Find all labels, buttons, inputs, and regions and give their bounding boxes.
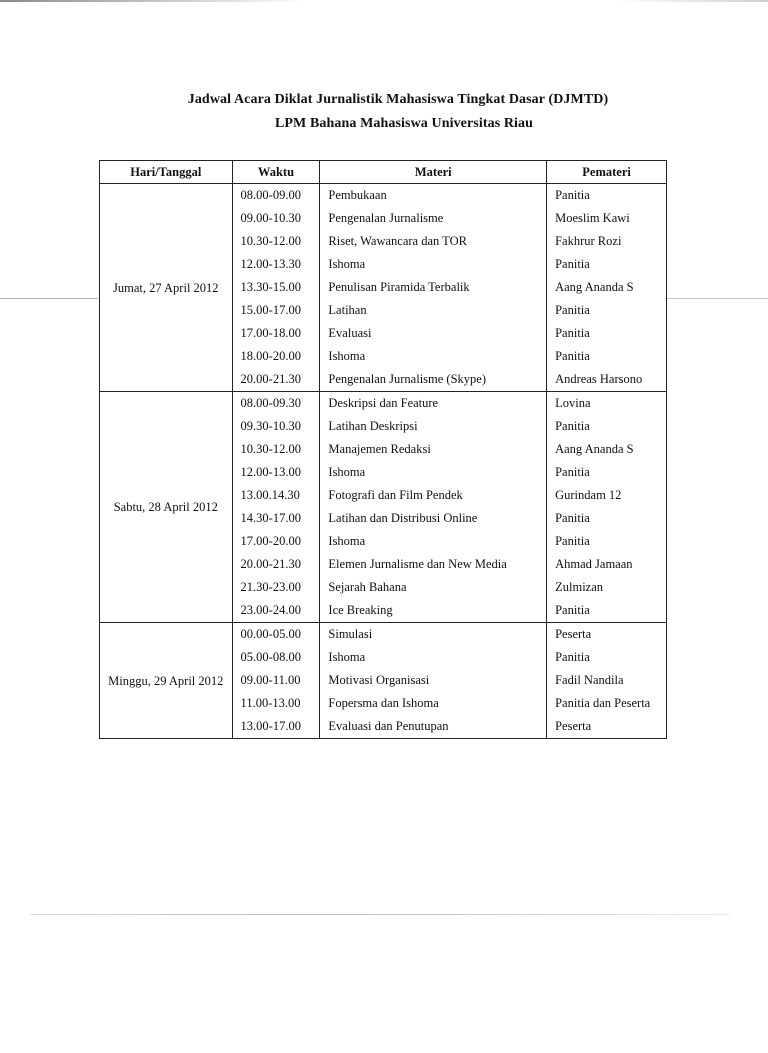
material-cell: Deskripsi dan Feature	[320, 392, 547, 416]
speaker-cell: Aang Ananda S	[547, 276, 667, 299]
time-cell: 13.30-15.00	[232, 276, 320, 299]
speaker-cell: Panitia	[547, 345, 667, 368]
speaker-cell: Peserta	[547, 715, 667, 739]
time-cell: 05.00-08.00	[232, 646, 320, 669]
speaker-cell: Fadil Nandila	[547, 669, 667, 692]
time-cell: 14.30-17.00	[232, 507, 320, 530]
time-cell: 18.00-20.00	[232, 345, 320, 368]
time-cell: 12.00-13.00	[232, 461, 320, 484]
speaker-cell: Panitia	[547, 299, 667, 322]
time-cell: 10.30-12.00	[232, 230, 320, 253]
speaker-cell: Panitia	[547, 184, 667, 208]
speaker-cell: Panitia dan Peserta	[547, 692, 667, 715]
header-time: Waktu	[232, 161, 320, 184]
time-cell: 11.00-13.00	[232, 692, 320, 715]
material-cell: Latihan dan Distribusi Online	[320, 507, 547, 530]
speaker-cell: Zulmizan	[547, 576, 667, 599]
speaker-cell: Aang Ananda S	[547, 438, 667, 461]
speaker-cell: Panitia	[547, 599, 667, 623]
speaker-cell: Moeslim Kawi	[547, 207, 667, 230]
time-cell: 20.00-21.30	[232, 553, 320, 576]
scan-artifact-line	[0, 298, 98, 299]
time-cell: 09.00-10.30	[232, 207, 320, 230]
material-cell: Sejarah Bahana	[320, 576, 547, 599]
scan-edge-top	[0, 0, 768, 2]
speaker-cell: Panitia	[547, 461, 667, 484]
header-material: Materi	[320, 161, 547, 184]
header-speaker: Pemateri	[547, 161, 667, 184]
time-cell: 10.30-12.00	[232, 438, 320, 461]
header-day: Hari/Tanggal	[100, 161, 233, 184]
material-cell: Elemen Jurnalisme dan New Media	[320, 553, 547, 576]
speaker-cell: Panitia	[547, 507, 667, 530]
material-cell: Ishoma	[320, 461, 547, 484]
time-cell: 12.00-13.30	[232, 253, 320, 276]
time-cell: 17.00-20.00	[232, 530, 320, 553]
speaker-cell: Fakhrur Rozi	[547, 230, 667, 253]
speaker-cell: Lovina	[547, 392, 667, 416]
day-cell: Sabtu, 28 April 2012	[100, 392, 233, 623]
speaker-cell: Gurindam 12	[547, 484, 667, 507]
day-cell: Jumat, 27 April 2012	[100, 184, 233, 392]
material-cell: Latihan	[320, 299, 547, 322]
time-cell: 13.00.14.30	[232, 484, 320, 507]
speaker-cell: Panitia	[547, 415, 667, 438]
material-cell: Latihan Deskripsi	[320, 415, 547, 438]
table-row	[100, 392, 667, 416]
speaker-cell: Peserta	[547, 623, 667, 647]
material-cell: Fopersma dan Ishoma	[320, 692, 547, 715]
time-cell: 20.00-21.30	[232, 368, 320, 392]
speaker-cell: Panitia	[547, 530, 667, 553]
material-cell: Ice Breaking	[320, 599, 547, 623]
time-cell: 15.00-17.00	[232, 299, 320, 322]
table-header-row	[100, 161, 667, 184]
speaker-cell: Panitia	[547, 322, 667, 345]
time-cell: 09.30-10.30	[232, 415, 320, 438]
time-cell: 08.00-09.00	[232, 184, 320, 208]
document-title: Jadwal Acara Diklat Jurnalistik Mahasiswa Tingkat Dasar (DJMTD)	[187, 92, 609, 107]
material-cell: Pengenalan Jurnalisme	[320, 207, 547, 230]
scan-artifact-line	[667, 298, 768, 299]
speaker-cell: Andreas Harsono	[547, 368, 667, 392]
time-cell: 08.00-09.30	[232, 392, 320, 416]
material-cell: Pembukaan	[320, 184, 547, 208]
material-cell: Evaluasi	[320, 322, 547, 345]
material-cell: Manajemen Redaksi	[320, 438, 547, 461]
time-cell: 21.30-23.00	[232, 576, 320, 599]
material-cell: Ishoma	[320, 530, 547, 553]
speaker-cell: Panitia	[547, 253, 667, 276]
material-cell: Simulasi	[320, 623, 547, 647]
schedule-body	[100, 184, 667, 739]
time-cell: 23.00-24.00	[232, 599, 320, 623]
material-cell: Fotografi dan Film Pendek	[320, 484, 547, 507]
time-cell: 09.00-11.00	[232, 669, 320, 692]
document-subtitle: LPM Bahana Mahasiswa Universitas Riau	[274, 116, 534, 131]
material-cell: Motivasi Organisasi	[320, 669, 547, 692]
material-cell: Evaluasi dan Penutupan	[320, 715, 547, 739]
speaker-cell: Panitia	[547, 646, 667, 669]
time-cell: 00.00-05.00	[232, 623, 320, 647]
material-cell: Penulisan Piramida Terbalik	[320, 276, 547, 299]
speaker-cell: Ahmad Jamaan	[547, 553, 667, 576]
material-cell: Pengenalan Jurnalisme (Skype)	[320, 368, 547, 392]
material-cell: Ishoma	[320, 646, 547, 669]
material-cell: Ishoma	[320, 345, 547, 368]
schedule-table	[99, 160, 667, 739]
time-cell: 17.00-18.00	[232, 322, 320, 345]
scan-artifact-line	[30, 914, 730, 915]
time-cell: 13.00-17.00	[232, 715, 320, 739]
table-row	[100, 623, 667, 647]
material-cell: Riset, Wawancara dan TOR	[320, 230, 547, 253]
day-cell: Minggu, 29 April 2012	[100, 623, 233, 739]
table-row	[100, 184, 667, 208]
material-cell: Ishoma	[320, 253, 547, 276]
